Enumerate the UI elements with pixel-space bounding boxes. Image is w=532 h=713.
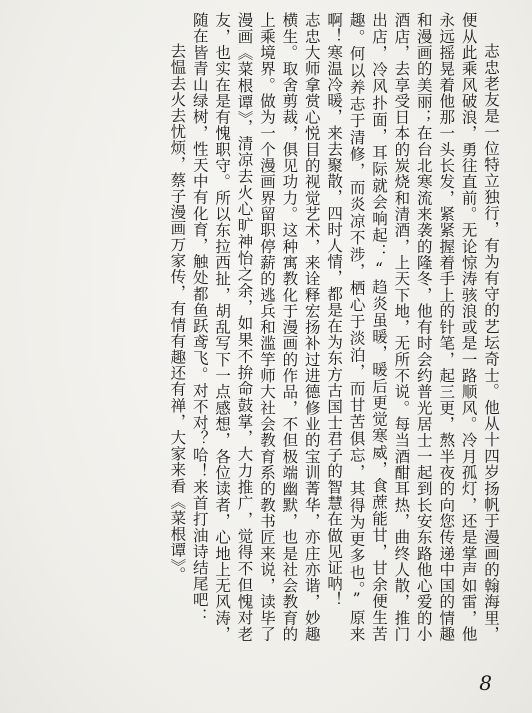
vertical-text-block <box>166 12 502 642</box>
paragraph-2: 志忠大师拿赏心悦目的视觉艺术，来诠释宏扬补过进德修业的宝训菁华，亦庄亦谐，妙趣横生。取舍剪裁，俱见功力。这种寓教化于漫画的作品，不但极端幽默，也是社会教育的上乘境界。做为一个漫画界留职停薪的逃兵和滥竽师大社会教育系的教书匠来说，读毕了漫画《菜根谭》，清凉去火心旷神怡之余，如果不拚命鼓掌，大力推广，觉得不但愧对老友，也实在是有愧职守。所以东拉西扯，胡乱写下一点感想，各位读者，心地上无风涛，随在皆青山绿树，性天中有化育，触处都鱼跃鸢飞。对不对？哈！来首打油诗结尾吧： <box>190 12 321 642</box>
paragraph-1: 志忠老友是一位特立独行，有为有守的艺坛奇士。他从十四岁扬帆于漫画的翰海里，便从此乘风破浪，勇往直前。无论惊涛骇浪或是一路顺风。冷月孤灯，还是掌声如雷，他永远摇晃着他那一头长发，紧紧握着手上的针笔，起三更，熬半夜的向您传递中国的情趣和漫画的美丽；在台北寒流来袭的隆冬，他有时会约普光居士一起到长安东路他心爱的小酒店，去享受日本的炭烧和清酒，上天下地，无所不说。每当酒酣耳热，曲终人散，推门出店，冷风扑面，耳际就会响起：“趋炎虽暖，暖后更觉寒威，食蔗能甘，甘余便生苦趣。何以养志于清修，而炎凉不涉，栖心于淡泊，而甘苦俱忘，其得为更多也。”原来啊！寒温冷暖，来去聚散，四时人情，都是在为东方古国士君子的智慧在做见证呐！ <box>325 12 500 642</box>
paragraph-3-poem: 去愠去火去忧烦，蔡子漫画万家传，有情有趣还有禅，大家来看《菜根谭》。 <box>168 43 187 583</box>
page-number: 8 <box>479 671 492 695</box>
